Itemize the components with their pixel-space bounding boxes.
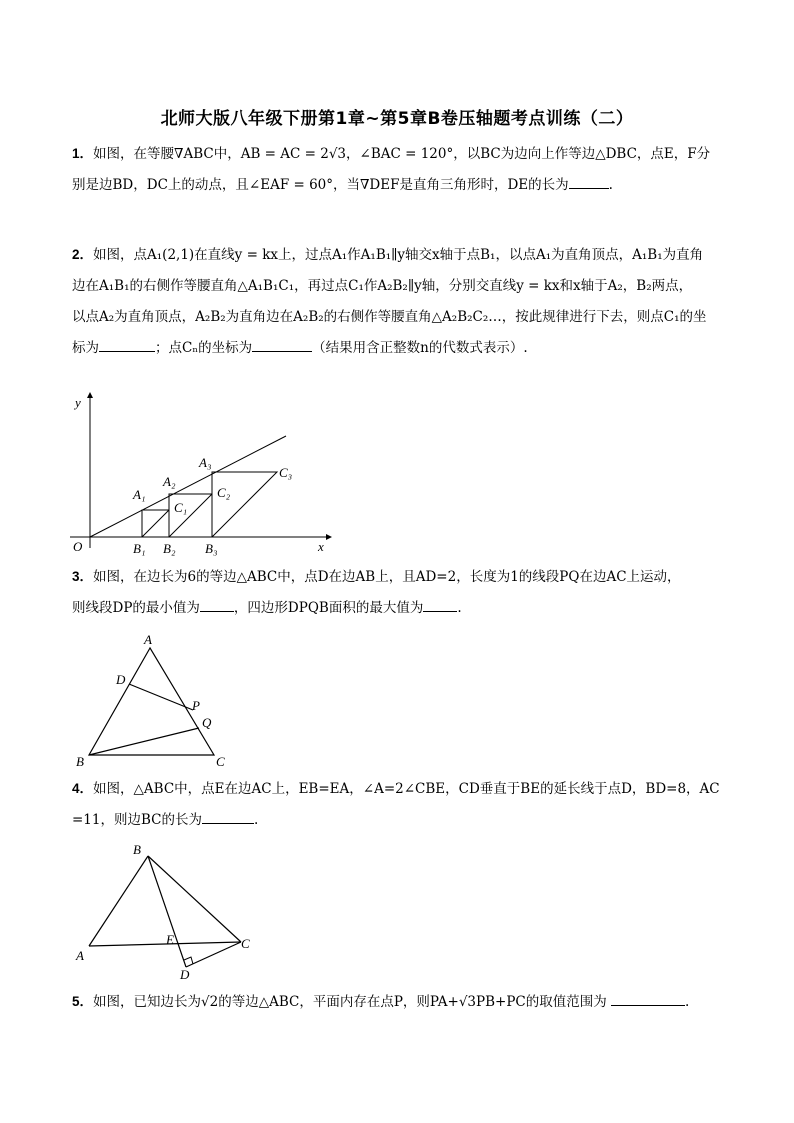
label-B: B — [133, 842, 141, 857]
question-5 — [72, 986, 732, 1018]
question-text: . — [254, 812, 259, 828]
label-C: C — [241, 936, 250, 951]
question-1-line2: 别是边BD，DC上的动点，且∠EAF = 60°，当∇DEF是直角三角形时，DE的长为 . — [72, 170, 732, 201]
label-A: A — [144, 632, 152, 647]
question-text: 别是边BD，DC上的动点，且∠EAF = 60°，当∇DEF是直角三角形时，DE的长为 — [72, 177, 569, 193]
label-y: y — [75, 395, 81, 410]
label-B3: B₃ — [205, 541, 218, 556]
label-C3: C₃ — [279, 465, 293, 480]
question-number: 4． — [72, 781, 94, 796]
question-number: 3． — [72, 569, 94, 584]
question-text: ，四边形DPQB面积的最大值为 — [233, 600, 424, 616]
label-x: x — [318, 539, 324, 554]
question-text: ；点Cₙ的坐标为 — [155, 340, 253, 356]
question-text: 则线段DP的最小值为 — [72, 600, 200, 616]
question-text: 如图，△ABC中，点E在边AC上，EB=EA，∠A=2∠CBE，CD垂直于BE的延长线于点D，BD=8，AC — [93, 781, 720, 797]
label-E: E — [166, 932, 174, 947]
question-text: （结果用含正整数n的代数式表示）. — [312, 340, 528, 356]
page-title: 北师大版八年级下册第1章~第5章B卷压轴题考点训练（二） — [160, 109, 634, 129]
segment-ac — [89, 942, 241, 946]
question-text: . — [685, 994, 690, 1010]
label-B1: B₁ — [133, 541, 146, 556]
label-A1: A₁ — [133, 487, 146, 502]
label-B: B — [76, 754, 84, 769]
label-A2: A₂ — [163, 474, 176, 489]
question-text: =11，则边BC的长为 — [72, 812, 202, 828]
question-text: 如图，在等腰∇ABC中，AB = AC = 2√3，∠BAC = 120°，以BC为边向上作等边△DBC，点E，F分 — [93, 146, 711, 162]
label-O: O — [73, 539, 83, 554]
label-Q: Q — [202, 715, 212, 730]
label-C2: C₂ — [217, 485, 231, 500]
question-text: . — [457, 600, 462, 616]
segment-bc — [148, 856, 241, 942]
question-number: 1． — [72, 146, 94, 161]
question-text: 标为 — [72, 340, 99, 356]
right-angle-mark — [184, 957, 193, 964]
question-text: 如图，在边长为6的等边△ABC中，点D在边AB上，且AD=2，长度为1的线段PQ在边AC上运动， — [93, 569, 681, 585]
question-text: 以点A₂为直角顶点，A₂B₂为直角边在A₂B₂的右侧作等腰直角△A₂B₂C₂…，按此规律进行下去，则点C₁的坐 — [72, 309, 707, 325]
answer-blank[interactable] — [611, 991, 685, 1006]
label-C: C — [216, 754, 225, 769]
segment-ab — [89, 856, 148, 946]
label-B2: B₂ — [163, 541, 176, 556]
label-P: P — [192, 698, 200, 713]
question-text: 如图，点A₁(2,1)在直线y = kx上，过点A₁作A₁B₁∥y轴交x轴于点B₁，以点A₁为直角顶点，A₁B₁为直角 — [93, 247, 704, 263]
label-D: D — [116, 672, 126, 687]
label-A: A — [76, 948, 84, 963]
question-text: 边在A₁B₁的右侧作等腰直角△A₁B₁C₁，再过点C₁作A₂B₂∥y轴，分别交直线y = kx和x轴于A₂，B₂两点， — [72, 278, 693, 294]
label-A3: A₃ — [199, 455, 212, 470]
label-C1: C₁ — [174, 500, 188, 515]
segment-bd — [148, 856, 186, 967]
question-text: 如图，已知边长为√2的等边△ABC，平面内存在点P，则PA+√3PB+PC的取值范围为 — [93, 994, 607, 1010]
question-number: 2． — [72, 247, 94, 262]
question-number: 5． — [72, 994, 94, 1009]
label-D: D — [180, 967, 190, 982]
segment-dc — [186, 942, 241, 967]
